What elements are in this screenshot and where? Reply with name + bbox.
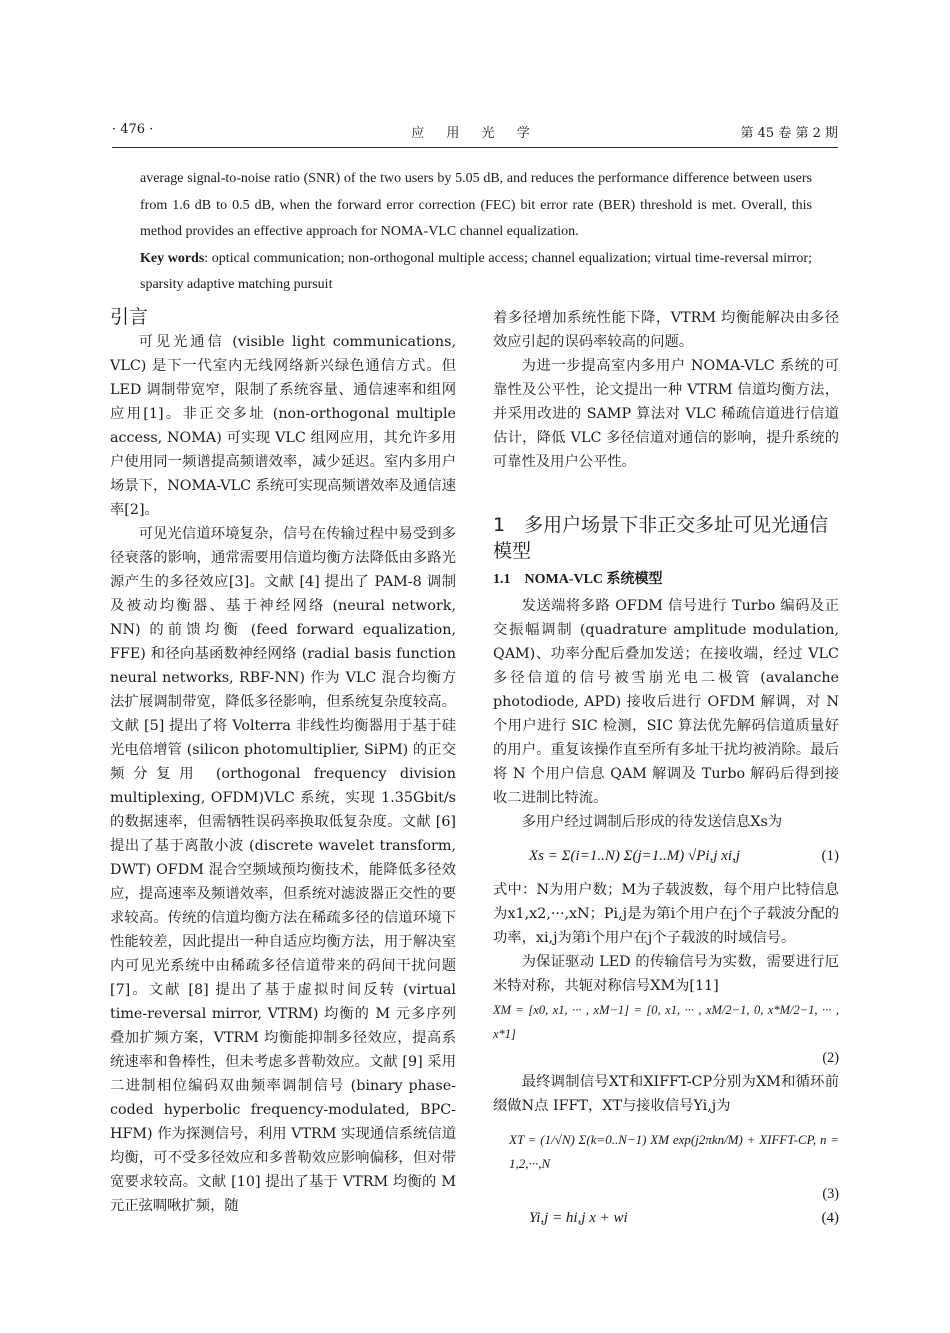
journal-title: 应 用 光 学 [411,126,539,141]
issue-label: 第 45 卷 第 2 期 [740,126,838,141]
equation-3-number: (3) [822,1186,839,1202]
subsection-1-1-heading: 1.1 NOMA-VLC 系统模型 [493,572,663,587]
intro-paragraph-4: 为进一步提高室内多用户 NOMA-VLC 系统的可靠性及公平性，论文提出一种 VTRM 信道均衡方法，并采用改进的 SAMP 算法对 VLC 稀疏信道进行信道估计，降低 VLC 多径信道对通信的影响，提升系统的可靠性及用户公平性。 [493,358,839,470]
left-column [110,330,456,1218]
equation-4 [493,1206,839,1230]
equation-1 [493,834,839,878]
keywords-label: Key words [140,250,205,266]
equation-3: XT = (1/√N) Σ(k=0..N−1) XM exp(j2πkn/M) + XIFFT-CP, n = 1,2,···,N [509,1132,839,1171]
section-1-paragraph-5: 最终调制信号XT和XIFFT-CP分别为XM和循环前缀做N点 IFFT，XT与接收信号Yi,j为 [493,1074,839,1114]
page-header [112,122,838,146]
section-1-paragraph-1: 发送端将多路 OFDM 信号进行 Turbo 编码及正交振幅调制 (quadrature amplitude modulation, QAM)、功率分配后叠加发送；在接收端，经过 VLC 多径信道的信号被雪崩光电二极管 (avalanche photodiode, APD) 接收后进行 OFDM 解调，对 N 个用户进行 SIC 检测，SIC 算法优先解码信道质量好的用户。重复该操作直至所有多址干扰均被消除。最后将 N 个用户信息 QAM 解调及 Turbo 解码后得到接收二进制比特流。 [493,598,839,806]
equation-2: XM = [x0, x1, ··· , xM−1] = [0, x1, ··· , xM/2−1, 0, x*M/2−1, ··· , x*1] [493,1003,839,1041]
section-1-paragraph-3: 式中：N为用户数；M为子载波数，每个用户比特信息为x1,x2,···,xN；Pi,j是为第i个用户在j个子载波分配的功率，xi,j为第i个用户在j个子载波的时域信号。 [493,882,839,946]
intro-heading: 引言 [110,306,149,328]
intro-paragraph-2: 可见光信道环境复杂，信号在传输过程中易受到多径衰落的影响，通常需要用信道均衡方法降低由多路光源产生的多径效应[3]。文献 [4] 提出了 PAM-8 调制及被动均衡器、基于神经网络 (neural network, NN) 的前馈均衡 (feed forward equalization, FFE) 和径向基函数神经网络 (radial basis function neural networks, RBF-NN) 作为 VLC 混合均衡方法扩展调制带宽，降低多径影响，但系统复杂度较高。文献 [5] 提出了将 Volterra 非线性均衡器用于基于硅光电倍增管 (silicon photomultiplier, SiPM) 的正交频分复用 (orthogonal frequency division multiplexing, OFDM)VLC 系统，实现 1.35Gbit/s 的数据速率，但需牺牲误码率换取低复杂度。文献 [6] 提出了基于离散小波 (discrete wavelet transform, DWT) OFDM 混合空频域预均衡技术，能降低多径效应，提高速率及频谱效率，但系统对滤波器正交性的要求较高。传统的信道均衡方法在稀疏多径的信道环境下性能较差，因此提出一种自适应均衡方法，用于解决室内可见光系统中由稀疏多径信道带来的码间干扰问题[7]。文献 [8] 提出了基于虚拟时间反转 (virtual time-reversal mirror, VTRM) 均衡的 M 元多序列叠加扩频方案，VTRM 均衡能抑制多径效应，提高系统速率和鲁棒性，但未考虑多普勒效应。文献 [9] 采用二进制相位编码双曲频率调制信号 (binary phase-coded hyperbolic frequency-modulated, BPC-HFM) 作为探测信号，利用 VTRM 实现通信系统信道均衡，可不受多径效应和多普勒效应影响偏移，但对带宽要求较高。文献 [10] 提出了基于 VTRM 均衡的 M 元正弦啁啾扩频，随 [110,526,456,1214]
section-1-paragraph-2: 多用户经过调制后形成的待发送信息Xs为 [521,814,783,830]
intro-paragraph-1: 可见光通信 (visible light communications, VLC) 是下一代室内无线网络新兴绿色通信方式。但 LED 调制带宽窄，限制了系统容量、通信速率和组网应用[1]。非正交多址 (non-orthogonal multiple access, NOMA) 可实现 VLC 组网应用，其允许多用户使用同一频谱提高频谱效率，减少延迟。室内多用户场景下，NOMA-VLC 系统可实现高频谱效率及通信速率[2]。 [110,334,456,518]
equation-4-body: Yi,j = hi,j x + wi [529,1210,628,1226]
right-column [493,306,839,1230]
equation-1-body: Xs = Σ(i=1..N) Σ(j=1..M) √Pi,j xi,j [529,848,740,864]
equation-1-number: (1) [821,848,839,864]
keywords [140,246,812,299]
page-number: · 476 · [112,122,154,137]
section-1-paragraph-4: 为保证驱动 LED 的传输信号为实数，需要进行厄米特对称，共轭对称信号XM为[11] [493,954,839,994]
section-1-heading: 1 多用户场景下非正交多址可见光通信模型 [493,514,829,562]
equation-2-number: (2) [822,1050,839,1066]
intro-paragraph-3: 着多径增加系统性能下降，VTRM 均衡能解决由多径效应引起的误码率较高的问题。 [493,310,839,350]
equation-4-number: (4) [821,1210,839,1226]
abstract-text: average signal-to-noise ratio (SNR) of the two users by 5.05 dB, and reduces the performance difference between users from 1.6 dB to 0.5 dB, when the forward error correction (FEC) bit error rate (BER) threshold is met. Overall, this method provides an effective approach for NOMA-VLC channel equalization. [140,171,812,239]
abstract [140,166,812,299]
header-rule [112,147,838,148]
keywords-text: : optical communication; non-orthogonal multiple access; channel equalization; virtual time-reversal mirror; sparsity adaptive matching pursuit [140,250,812,292]
